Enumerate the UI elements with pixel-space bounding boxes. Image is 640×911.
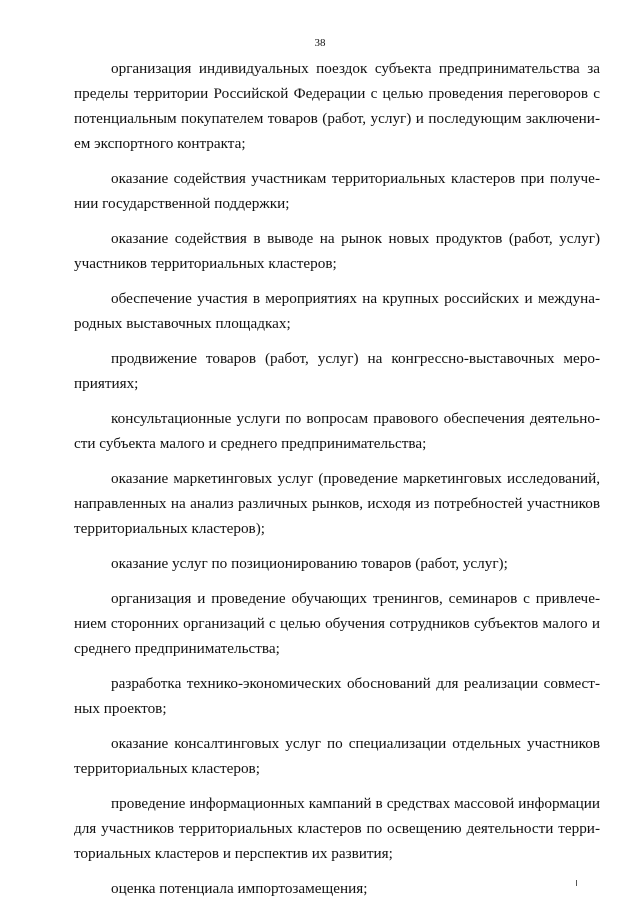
list-item: организация индивидуальных поездок субъекта предпринимательства за пределы территории Российской Федерации с целью проведения переговоров с потенциальным покупателем товаров (работ, услуг) и последующим заключением экспортного контракта; (74, 60, 600, 152)
list-item: оценка потенциала импортозамещения; (111, 880, 368, 897)
list-item: оказание содействия в выводе на рынок новых продуктов (работ, услуг) участников территориальных кластеров; (74, 230, 600, 272)
list-item: обеспечение участия в мероприятиях на крупных российских и международных выставочных площадках; (74, 290, 600, 332)
list-item: разработка технико-экономических обоснований для реализации совместных проектов; (74, 675, 600, 717)
list-item: оказание маркетинговых услуг (проведение маркетинговых исследований, направленных на анализ различных рынков, исходя из потребностей участников территориальных кластеров); (74, 470, 600, 537)
list-item: проведение информационных кампаний в средствах массовой информации для участников территориальных кластеров по освещению деятельности территориальных кластеров и перспектив их развития; (74, 795, 600, 862)
list-item: консультационные услуги по вопросам правового обеспечения деятельности субъекта малого и среднего предпринимательства; (74, 410, 600, 452)
document-body (74, 56, 600, 911)
list-item: организация и проведение обучающих тренингов, семинаров с привлечением сторонних организаций с целью обучения сотрудников субъектов малого и среднего предпринимательства; (74, 590, 600, 657)
page-number: 38 (314, 37, 326, 49)
list-item: оказание консалтинговых услуг по специализации отдельных участников территориальных кластеров; (74, 735, 600, 777)
list-item: оказание услуг по позиционированию товаров (работ, услуг); (111, 555, 508, 572)
list-item: продвижение товаров (работ, услуг) на конгрессно-выставочных мероприятиях; (74, 350, 600, 392)
list-item: оказание содействия участникам территориальных кластеров при получении государственной поддержки; (74, 170, 600, 212)
scan-edge-mark (576, 880, 577, 886)
